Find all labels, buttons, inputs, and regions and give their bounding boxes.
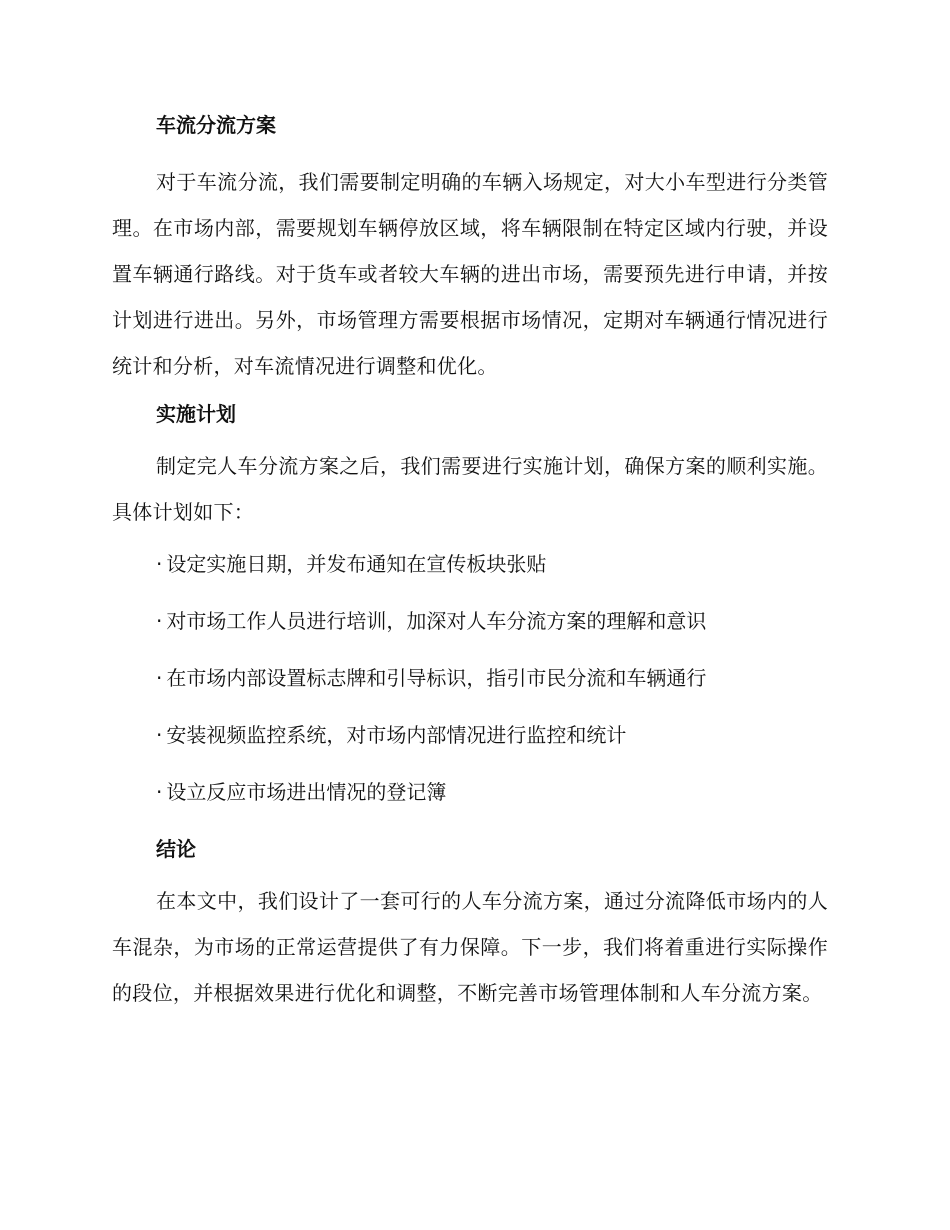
section-heading-implementation-plan: 实施计划 [156,402,236,426]
section-heading-traffic-diversion: 车流分流方案 [156,113,276,137]
bullet-icon: · [156,723,163,747]
bullet-icon: · [156,780,163,804]
list-item [112,777,828,807]
bullet-icon: · [156,609,163,633]
list-item-text: 在市场内部设置标志牌和引导标识，指引市民分流和车辆通行 [166,666,707,690]
list-item-text: 对市场工作人员进行培训，加深对人车分流方案的理解和意识 [166,609,707,633]
list-item [112,663,828,693]
implementation-plan-list [112,549,828,807]
list-item-text: 安装视频监控系统，对市场内部情况进行监控和统计 [166,723,627,747]
list-item [112,606,828,636]
bullet-icon: · [156,552,163,576]
list-item [112,720,828,750]
list-item-text: 设定实施日期，并发布通知在宣传板块张贴 [166,552,547,576]
paragraph-conclusion: 在本文中，我们设计了一套可行的人车分流方案，通过分流降低市场内的人车混杂，为市场的正常运营提供了有力保障。下一步，我们将着重进行实际操作的段位，并根据效果进行优化和调整，不断完善市场管理体制和人车分流方案。 [112,889,828,1005]
paragraph-traffic-diversion: 对于车流分流，我们需要制定明确的车辆入场规定，对大小车型进行分类管理。在市场内部，需要规划车辆停放区域，将车辆限制在特定区域内行驶，并设置车辆通行路线。对于货车或者较大车辆的进出市场，需要预先进行申请，并按计划进行进出。另外，市场管理方需要根据市场情况，定期对车辆通行情况进行统计和分析，对车流情况进行调整和优化。 [112,170,828,378]
paragraph-implementation-plan: 制定完人车分流方案之后，我们需要进行实施计划，确保方案的顺利实施。具体计划如下： [112,454,828,524]
bullet-icon: · [156,666,163,690]
section-heading-conclusion: 结论 [156,837,196,861]
list-item [112,549,828,579]
list-item-text: 设立反应市场进出情况的登记簿 [166,780,447,804]
